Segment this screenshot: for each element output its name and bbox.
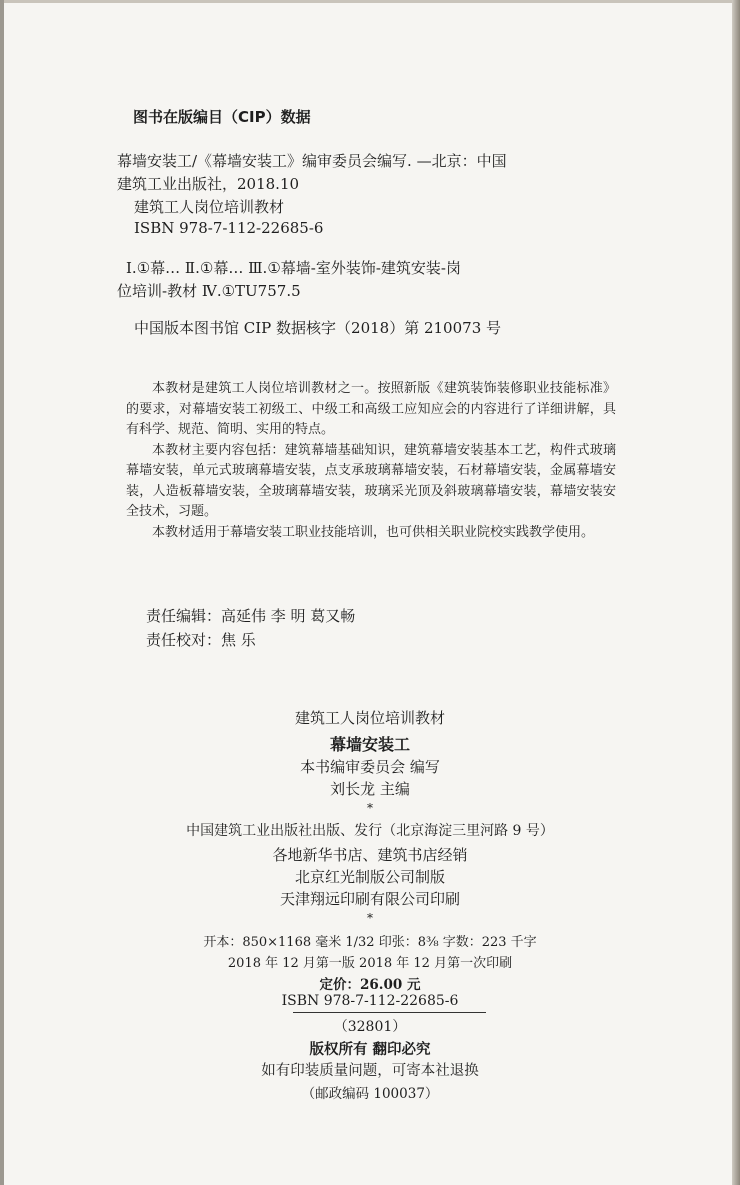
cip-record-number: 中国版本图书馆 CIP 数据核字（2018）第 210073 号 bbox=[134, 319, 502, 337]
summary-paragraph-2: 本教材主要内容包括：建筑幕墙基础知识，建筑幕墙安装基本工艺，构件式玻璃幕墙安装，单元式玻璃幕墙安装，点支承玻璃幕墙安装，石材幕墙安装，金属幕墙安装，人造板幕墙安装，全玻璃幕墙安装，玻璃采光顶及斜玻璃幕墙安装，幕墙安装安全技术，习题。 bbox=[126, 442, 616, 519]
page-edge-top bbox=[0, 0, 740, 3]
isbn-underline bbox=[293, 1012, 486, 1013]
cip-classification-2: 位培训-教材 Ⅳ.①TU757.5 bbox=[117, 282, 301, 300]
cip-line-3: 建筑工人岗位培训教材 bbox=[134, 198, 285, 216]
category-code: （32801） bbox=[333, 1019, 407, 1035]
printer: 天津翔远印刷有限公司印刷 bbox=[279, 890, 460, 908]
summary-paragraph-3: 本教材适用于幕墙安装工职业技能培训，也可供相关职业院校实践教学使用。 bbox=[152, 524, 595, 540]
separator-star-2: * bbox=[367, 911, 373, 925]
cip-line-1: 幕墙安装工/《幕墙安装工》编审委员会编写. —北京：中国 bbox=[117, 152, 507, 170]
price: 定价：26.00 元 bbox=[319, 977, 421, 993]
cip-title: 图书在版编目（CIP）数据 bbox=[133, 108, 311, 126]
responsible-proofreader: 责任校对：焦 乐 bbox=[146, 631, 256, 649]
cip-line-isbn: ISBN 978-7-112-22685-6 bbox=[134, 219, 324, 237]
cip-classification-1: Ⅰ.①幕… Ⅱ.①幕… Ⅲ.①幕墙-室外装饰-建筑安装-岗 bbox=[126, 259, 461, 277]
edition-info: 2018 年 12 月第一版 2018 年 12 月第一次印刷 bbox=[227, 956, 513, 971]
content-summary bbox=[126, 379, 616, 543]
copyright-notice: 版权所有 翻印必究 bbox=[309, 1042, 431, 1058]
typesetter: 北京红光制版公司制版 bbox=[294, 868, 445, 886]
cip-line-2: 建筑工业出版社，2018.10 bbox=[117, 175, 300, 193]
book-title: 幕墙安装工 bbox=[329, 735, 410, 754]
format-info: 开本：850×1168 毫米 1/32 印张：8⅜ 字数：223 千字 bbox=[203, 935, 537, 950]
separator-star-1: * bbox=[367, 801, 373, 815]
compiler: 本书编审委员会 编写 bbox=[300, 758, 440, 776]
return-notice: 如有印装质量问题，可寄本社退换 bbox=[261, 1063, 479, 1079]
series-name: 建筑工人岗位培训教材 bbox=[294, 709, 445, 727]
summary-paragraph-1: 本教材是建筑工人岗位培训教材之一。按照新版《建筑装饰装修职业技能标准》的要求，对幕墙安装工初级工、中级工和高级工应知应会的内容进行了详细讲解，具有科学、规范、简明、实用的特点。 bbox=[126, 381, 616, 437]
publisher: 中国建筑工业出版社出版、发行（北京海淀三里河路 9 号） bbox=[186, 823, 554, 839]
isbn: ISBN 978-7-112-22685-6 bbox=[281, 993, 459, 1009]
distributor: 各地新华书店、建筑书店经销 bbox=[272, 846, 468, 864]
chief-editor: 刘长龙 主编 bbox=[330, 780, 410, 798]
postcode: （邮政编码 100037） bbox=[301, 1086, 439, 1102]
responsible-editor: 责任编辑：高延伟 李 明 葛又畅 bbox=[146, 607, 356, 625]
